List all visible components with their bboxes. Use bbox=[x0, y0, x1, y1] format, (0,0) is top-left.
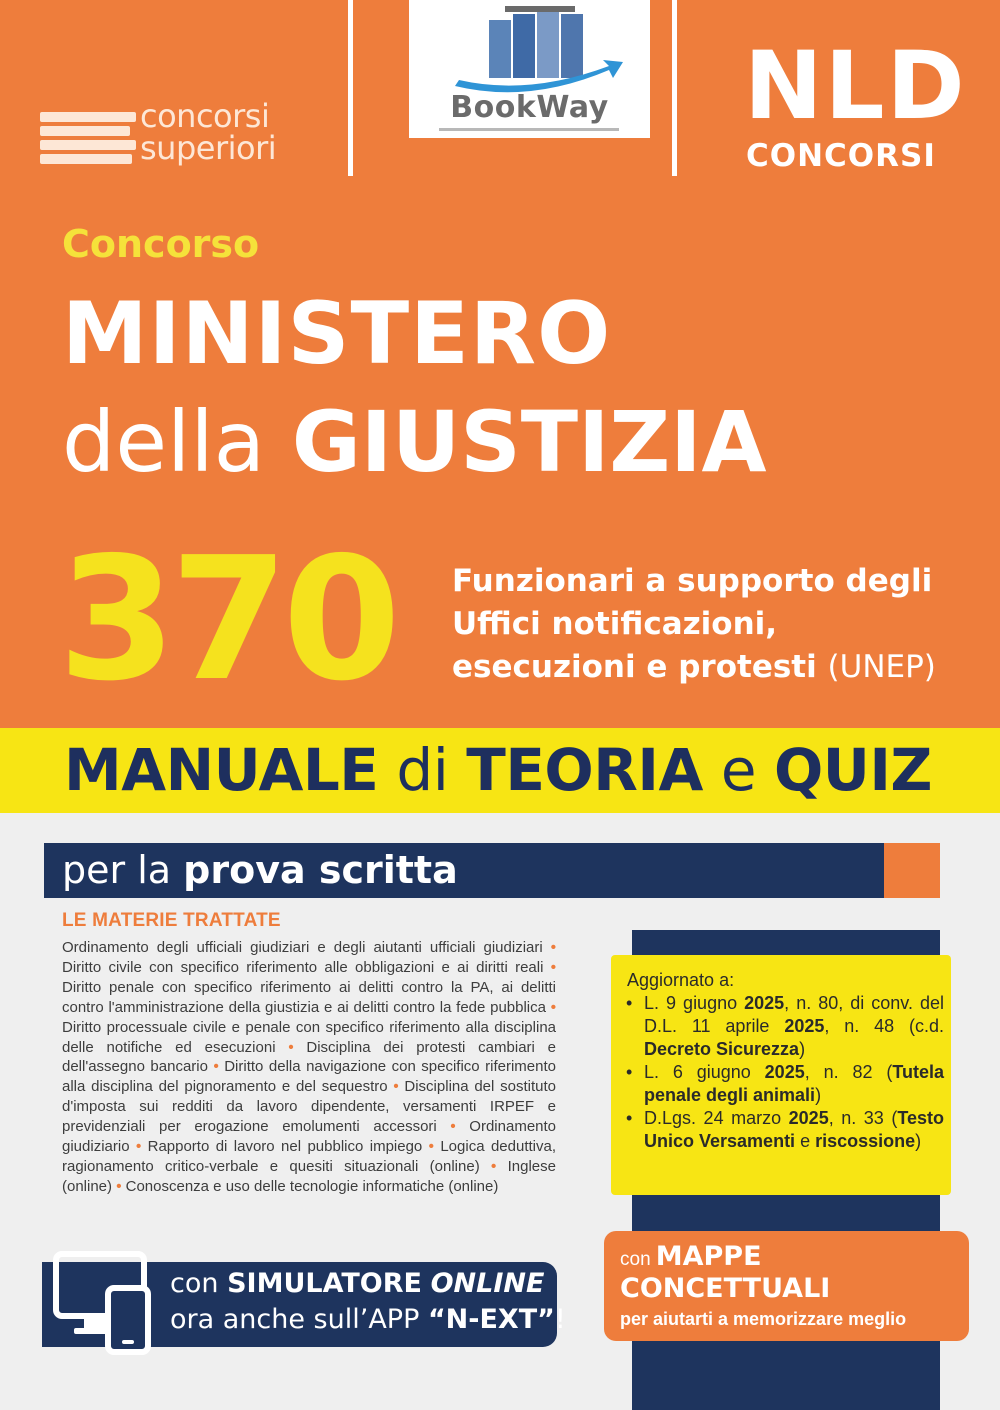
bookway-wordmark: BookWay bbox=[450, 90, 609, 125]
header-separator bbox=[672, 0, 677, 176]
bullet-separator: • bbox=[112, 1177, 126, 1195]
list-item: • L. 6 giugno 2025, n. 82 (Tutela penale degli animali) bbox=[622, 1061, 944, 1107]
nld-concorsi-logo bbox=[744, 32, 967, 180]
materie-item: Logica deduttiva, ragionamento critico-verbale e quesiti situazionali (online) bbox=[62, 1138, 556, 1175]
bullet-separator: • bbox=[479, 1157, 508, 1175]
bookway-books-icon bbox=[409, 0, 650, 100]
title-ministero: MINISTERO bbox=[62, 284, 612, 384]
bullet-separator: • bbox=[129, 1138, 148, 1156]
bookway-logo bbox=[409, 0, 650, 138]
prova-scritta-label: per la prova scritta bbox=[62, 848, 458, 892]
mappe-concettuali-badge: con MAPPE CONCETTUALI per aiutarti a memorizzare meglio bbox=[604, 1231, 969, 1341]
concorso-label: Concorso bbox=[62, 222, 260, 266]
bullet-separator: • bbox=[275, 1038, 307, 1056]
materie-heading: LE MATERIE TRATTATE bbox=[62, 910, 281, 931]
books-stack-icon bbox=[40, 112, 140, 164]
concorsi-superiori-wordmark: concorsi superiori bbox=[140, 97, 277, 167]
materie-item: Disciplina del sostituto d'imposta sui redditi da lavoro dipendente, versamenti IRPEF e previdenziali per erogazione emolumenti accessori bbox=[62, 1078, 556, 1136]
bullet-separator: • bbox=[545, 998, 556, 1016]
list-item: • D.Lgs. 24 marzo 2025, n. 33 (Testo Unico Versamenti e riscossione) bbox=[622, 1107, 944, 1153]
title-della-giustizia: della GIUSTIZIA bbox=[62, 393, 767, 491]
list-item: • L. 9 giugno 2025, n. 80, di conv. del D.L. 11 aprile 2025, n. 48 (c.d. Decreto Sicurezza) bbox=[622, 992, 944, 1061]
materie-item: Rapporto di lavoro nel pubblico impiego bbox=[147, 1138, 423, 1156]
bullet-separator: • bbox=[542, 939, 556, 956]
header-separator bbox=[348, 0, 353, 176]
concorsi-superiori-logo bbox=[40, 97, 330, 170]
materie-item: Ordinamento degli ufficiali giudiziari e degli aiutanti ufficiali giudiziari bbox=[62, 939, 543, 956]
materie-list bbox=[62, 938, 556, 1197]
materie-item: Ordinamento giudiziario bbox=[62, 1118, 557, 1156]
materie-item: Conoscenza e uso delle tecnologie informatiche (online) bbox=[125, 1177, 499, 1195]
materie-item: Diritto della navigazione con specifico riferimento alla disciplina del pignoramento e del sequestro bbox=[62, 1058, 556, 1096]
manuale-teoria-quiz-title: MANUALE di TEORIA e QUIZ bbox=[64, 736, 932, 804]
bullet-separator: • bbox=[207, 1058, 225, 1076]
materie-item: Diritto civile con specifico riferimento alle obbligazioni e ai diritti reali bbox=[62, 958, 544, 976]
bullet-separator: • bbox=[422, 1138, 441, 1156]
aggiornato-list bbox=[622, 992, 944, 1153]
materie-item: Diritto penale con specifico riferimento ai delitti contro la PA, ai delitti contro l'amministrazione della giustizia e ai delitti contro la fede pubblica bbox=[62, 978, 556, 1016]
devices-icon bbox=[50, 1248, 160, 1358]
nld-wordmark: NLD bbox=[744, 32, 967, 141]
aggiornato-heading: Aggiornato a: bbox=[627, 970, 735, 990]
simulatore-online-banner: con SIMULATORE ONLINE ora anche sull’APP “N-EXT”! bbox=[42, 1262, 557, 1347]
bullet-separator: • bbox=[387, 1078, 405, 1096]
bookway-tagline-line bbox=[439, 128, 619, 131]
materie-item: Diritto processuale civile e penale con specifico riferimento alla disciplina delle notifiche ed esecuzioni bbox=[62, 1018, 556, 1056]
materie-item: Disciplina dei protesti cambiari e dell'assegno bancario bbox=[62, 1038, 557, 1076]
positions-number: 370 bbox=[58, 521, 395, 719]
accent-square bbox=[884, 843, 940, 898]
bullet-separator: • bbox=[543, 958, 556, 976]
bullet-separator: • bbox=[436, 1118, 470, 1136]
materie-item: Inglese (online) bbox=[62, 1157, 556, 1195]
nld-subtitle: CONCORSI bbox=[746, 138, 936, 174]
positions-description: Funzionari a supporto degli Uffici notificazioni, esecuzioni e protesti (UNEP) bbox=[452, 563, 936, 685]
